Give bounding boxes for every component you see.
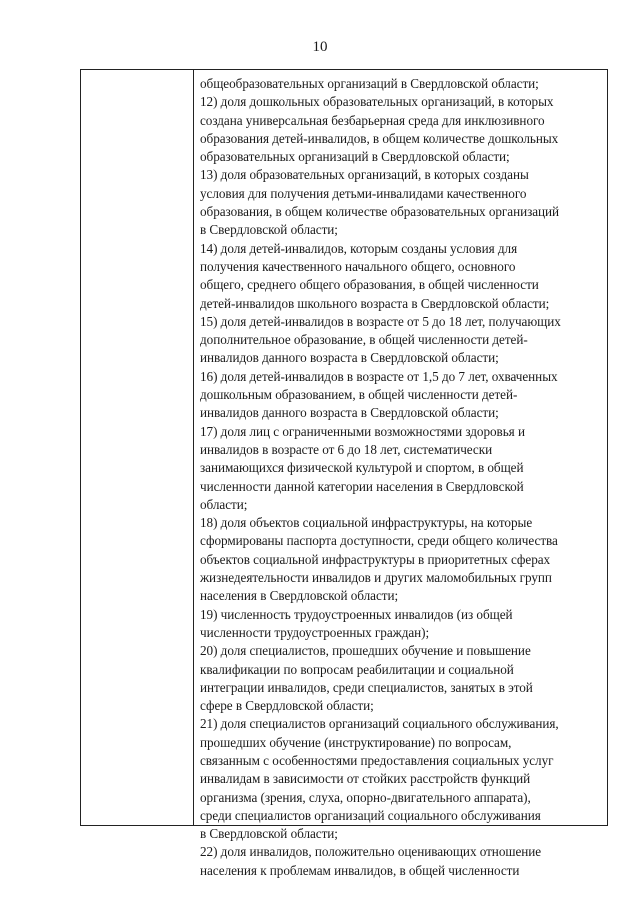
text-line: 21) доля специалистов организаций социального обслуживания, xyxy=(200,716,559,732)
table-left-cell xyxy=(81,70,194,825)
text-line: инвалидам в зависимости от стойких расстройств функций xyxy=(200,771,531,787)
text-line: в Свердловской области; xyxy=(200,826,338,842)
text-line: населения в Свердловской области; xyxy=(200,588,399,604)
text-line: 17) доля лиц с ограниченными возможностями здоровья и xyxy=(200,423,525,439)
text-line: населения к проблемам инвалидов, в общей численности xyxy=(200,862,520,878)
text-line: квалификации по вопросам реабилитации и социальной xyxy=(200,661,514,677)
text-line: организма (зрения, слуха, опорно-двигательного аппарата), xyxy=(200,789,531,805)
text-line: инвалидов в возрасте от 6 до 18 лет, систематически xyxy=(200,441,493,457)
text-line: дополнительное образование, в общей численности детей- xyxy=(200,332,528,348)
text-line: жизнедеятельности инвалидов и других маломобильных групп xyxy=(200,570,552,586)
text-line: численности трудоустроенных граждан); xyxy=(200,624,430,640)
text-line: интеграции инвалидов, среди специалистов, занятых в этой xyxy=(200,679,533,695)
text-line: общего, среднего общего образования, в общей численности xyxy=(200,277,539,293)
text-line: области; xyxy=(200,496,248,512)
text-line: 12) доля дошкольных образовательных организаций, в которых xyxy=(200,94,554,110)
text-line: 15) доля детей-инвалидов в возрасте от 5 до 18 лет, получающих xyxy=(200,313,561,329)
text-line: 13) доля образовательных организаций, в которых созданы xyxy=(200,167,529,183)
text-line: сфере в Свердловской области; xyxy=(200,698,374,714)
text-line: 22) доля инвалидов, положительно оценивающих отношение xyxy=(200,844,542,860)
document-table xyxy=(80,69,608,878)
text-line: сформированы паспорта доступности, среди общего количества xyxy=(200,533,558,549)
text-line: среди специалистов организаций социального обслуживания xyxy=(200,807,541,823)
text-line: детей-инвалидов школьного возраста в Свердловской области; xyxy=(200,295,550,311)
text-line: общеобразовательных организаций в Свердловской области; xyxy=(200,76,539,91)
text-line: образования детей-инвалидов, в общем количестве дошкольных xyxy=(200,130,559,146)
page-number: 10 xyxy=(312,39,328,55)
text-line: объектов социальной инфраструктуры в приоритетных сферах xyxy=(200,551,551,567)
text-line: инвалидов данного возраста в Свердловской области; xyxy=(200,350,499,366)
text-line: образования, в общем количестве образовательных организаций xyxy=(200,204,560,220)
text-line: 19) численность трудоустроенных инвалидов (из общей xyxy=(200,606,513,622)
text-line: создана универсальная безбарьерная среда для инклюзивного xyxy=(200,112,545,128)
text-line: образовательных организаций в Свердловской области; xyxy=(200,149,510,165)
text-line: получения качественного начального общего, основного xyxy=(200,258,516,274)
text-line: численности данной категории населения в Свердловской xyxy=(200,478,524,494)
text-line: 18) доля объектов социальной инфраструктуры, на которые xyxy=(200,515,533,531)
text-line: условия для получения детьми-инвалидами качественного xyxy=(200,185,527,201)
text-line: 14) доля детей-инвалидов, которым созданы условия для xyxy=(200,240,518,256)
text-line: 20) доля специалистов, прошедших обучение и повышение xyxy=(200,643,531,659)
text-line: дошкольным образованием, в общей численности детей- xyxy=(200,387,518,403)
text-line: связанным с особенностями предоставления социальных услуг xyxy=(200,752,554,768)
text-line: в Свердловской области; xyxy=(200,222,338,238)
table-right-cell xyxy=(200,75,604,880)
text-line: 16) доля детей-инвалидов в возрасте от 1,5 до 7 лет, охваченных xyxy=(200,368,558,384)
text-line: инвалидов данного возраста в Свердловской области; xyxy=(200,405,499,421)
text-line: прошедших обучение (инструктирование) по вопросам, xyxy=(200,734,512,750)
text-line: занимающихся физической культурой и спортом, в общей xyxy=(200,460,524,476)
